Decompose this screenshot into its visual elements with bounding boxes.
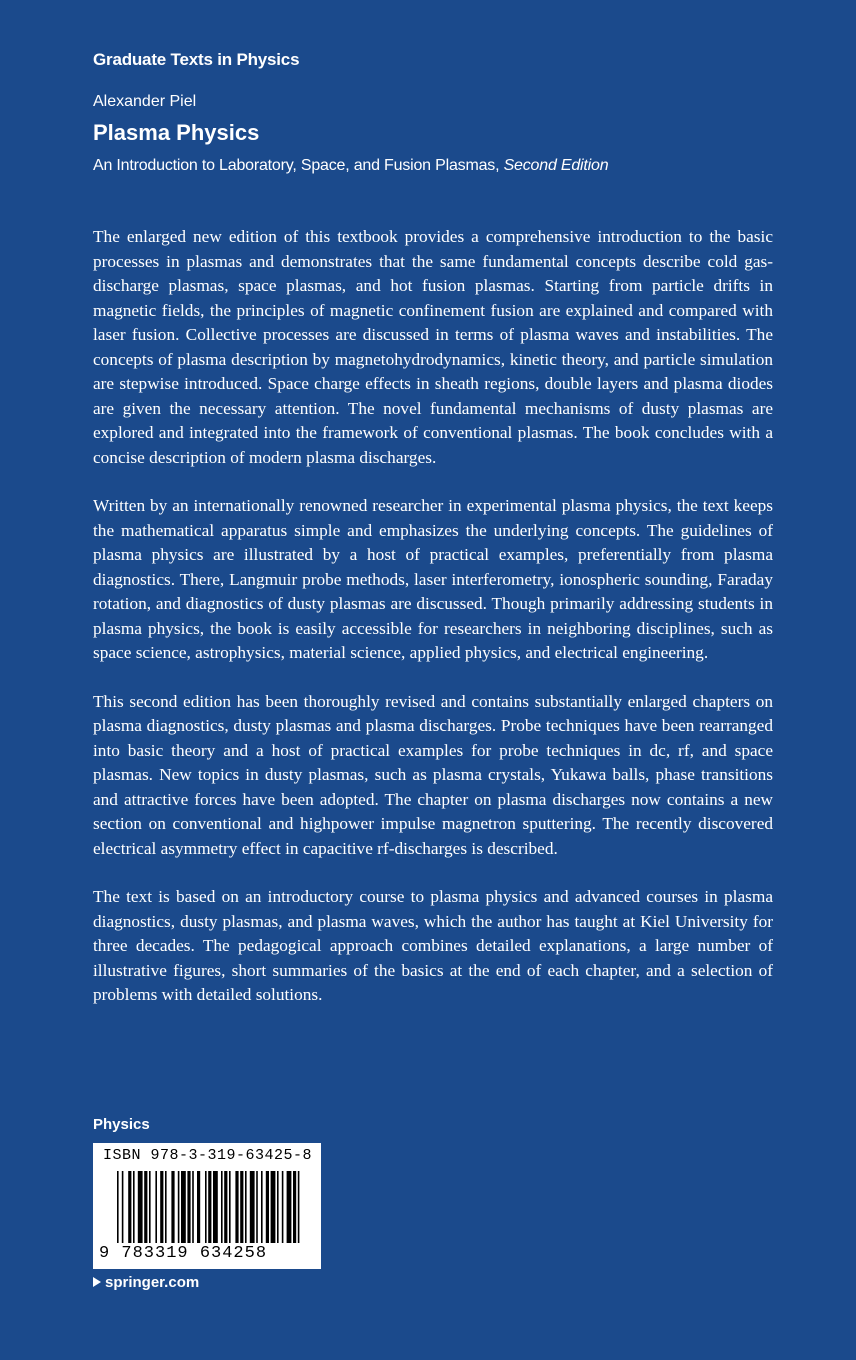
barcode-bar [256,1171,258,1243]
arrow-right-icon [93,1277,101,1287]
barcode-bar [261,1171,263,1243]
barcode-bar [192,1171,194,1243]
barcode-bar [155,1171,157,1243]
barcode-bar [205,1171,207,1243]
website-label: springer.com [105,1274,200,1291]
barcode-bar [117,1171,119,1243]
barcode-bar [266,1171,269,1243]
barcode-bar [138,1171,143,1243]
barcode-bar [178,1171,180,1243]
isbn-label: ISBN 978-3-319-63425-8 [103,1147,313,1164]
book-title: Plasma Physics [93,120,260,145]
blurb [93,225,773,1032]
barcode-bar [271,1171,276,1243]
barcode-bar [245,1171,247,1243]
barcode-bar [224,1171,227,1243]
publisher-website[interactable] [93,1274,199,1291]
barcode-bar [181,1171,186,1243]
barcode-bar [298,1171,300,1243]
edition-label: Second Edition [503,157,609,174]
barcode-bar [165,1171,167,1243]
barcode-bar [133,1171,135,1243]
barcode-bar [282,1171,284,1243]
barcode-bar [149,1171,151,1243]
barcode-bar [250,1171,255,1243]
barcode-digits: 9 783319 634258 [99,1244,268,1263]
subject-category: Physics [93,1116,150,1133]
barcode-bar [277,1171,279,1243]
barcode-panel [93,1143,321,1269]
barcode-bar [128,1171,131,1243]
barcode-bar [122,1171,124,1243]
author-name: Alexander Piel [93,93,197,110]
series-name: Graduate Texts in Physics [93,50,300,69]
blurb-paragraph-1: The enlarged new edition of this textbook provides a comprehensive introduction to the basic processes in plasmas and demonstrates that the same fundamental concepts describe cold gas-discharge plasmas, space plasmas, and hot fusion plasmas. Starting from particle drifts in magnetic fields, the principles of magnetic confinement fusion are explained and compared with laser fusion. Collective processes are discussed in terms of plasma waves and instabilities. The concepts of plasma description by magnetohydrodynamics, kinetic theory, and particle simulation are stepwise introduced. Space charge effects in sheath regions, double layers and plasma diodes are given the necessary attention. The novel fundamental mechanisms of dusty plasmas are explored and integrated into the framework of conventional plasmas. The book concludes with a concise description of modern plasma discharges. [93,227,773,467]
blurb-paragraph-3: This second edition has been thoroughly revised and contains substantially enlarged chapters on plasma diagnostics, dusty plasmas and plasma discharges. Probe techniques have been rearranged into basic theory and a host of practical examples for probe techniques in dc, rf, and space plasmas. New topics in dusty plasmas, such as plasma crystals, Yukawa balls, phase transitions and attractive forces have been adopted. The chapter on plasma discharges now contains a new section on conventional and highpower impulse magnetron sputtering. The recently discovered electrical asymmetry effect in capacitive rf-discharges is described. [93,691,773,858]
barcode-bar [235,1171,238,1243]
barcode-bar [144,1171,147,1243]
barcode-bar [171,1171,174,1243]
barcode-bar [213,1171,218,1243]
barcode-bar [208,1171,211,1243]
barcode-bar [240,1171,243,1243]
blurb-paragraph-4: The text is based on an introductory course to plasma physics and advanced courses in plasma diagnostics, dusty plasmas, and plasma waves, which the author has taught at Kiel University for three decades. The pedagogical approach combines detailed explanations, a large number of illustrative figures, short summaries of the basics at the end of each chapter, and a selection of problems with detailed solutions. [93,887,773,1004]
book-subtitle [93,157,608,175]
barcode-bar [293,1171,296,1243]
blurb-paragraph-2: Written by an internationally renowned researcher in experimental plasma physics, the text keeps the mathematical apparatus simple and emphasizes the underlying concepts. The guidelines of plasma physics are illustrated by a host of practical examples, preferentially from plasma diagnostics. There, Langmuir probe methods, laser interferometry, ionospheric sounding, Faraday rotation, and diagnostics of dusty plasmas are discussed. Though primarily addressing students in plasma physics, the book is easily accessible for researchers in neighboring disciplines, such as space science, astrophysics, material science, applied physics, and electrical engineering. [93,496,773,662]
barcode-bar [221,1171,223,1243]
barcode-bar [187,1171,190,1243]
barcode-bar [160,1171,163,1243]
barcode-bar [229,1171,231,1243]
barcode-bar [287,1171,292,1243]
barcode-bar [197,1171,200,1243]
subtitle-main: An Introduction to Laboratory, Space, and Fusion Plasmas, [93,157,504,174]
